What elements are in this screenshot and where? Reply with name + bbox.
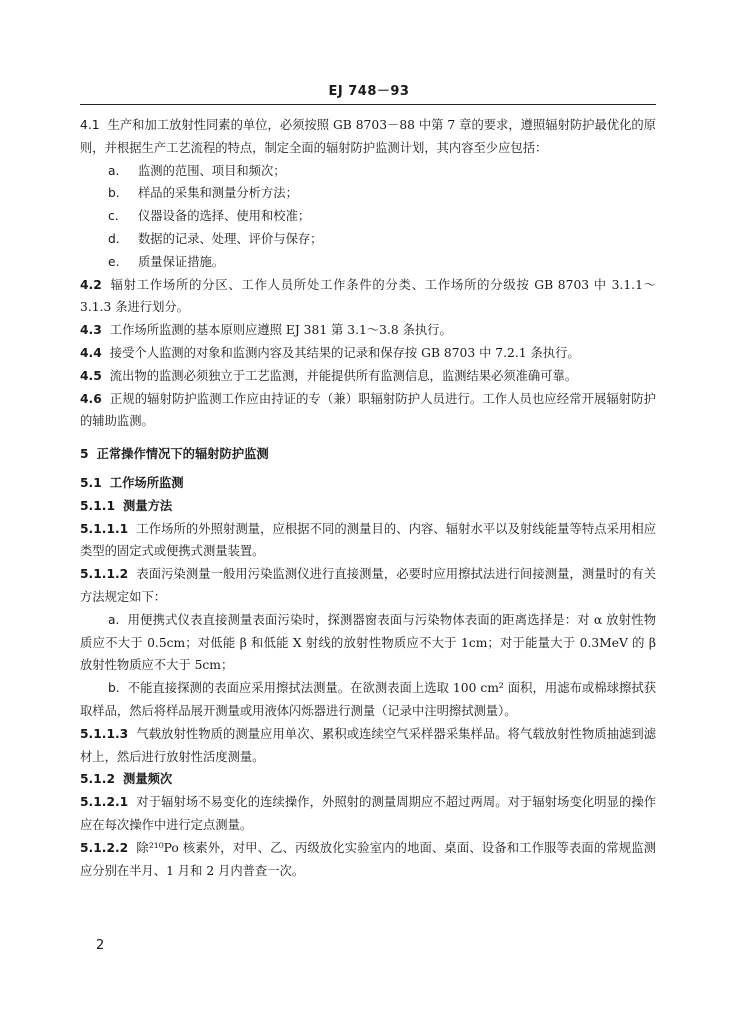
clause-number: 4.3	[80, 323, 102, 338]
clause-4-4	[80, 342, 656, 365]
list-text: 质量保证措施。	[138, 254, 225, 269]
clause-5-1-1-3	[80, 723, 656, 769]
clause-text: 接受个人监测的对象和监测内容及其结果的记录和保存按 GB 8703 中 7.2.1 条执行。	[109, 345, 580, 360]
section-5-heading	[80, 443, 656, 466]
list-marker: a.	[108, 163, 120, 178]
list-marker: e.	[108, 254, 120, 269]
section-title: 正常操作情况下的辐射防护监测	[96, 447, 269, 462]
list-text: 监测的范围、项目和频次；	[138, 163, 286, 178]
section-5-1-2-heading	[80, 768, 656, 791]
clause-text: 生产和加工放射性同素的单位，必须按照 GB 8703－88 中第 7 章的要求，遵照辐射防护最优化的原则，并根据生产工艺流程的特点，制定全面的辐射防护监测计划，其内容至少应包括：	[80, 118, 656, 155]
section-number: 5.1.2	[80, 772, 116, 787]
document-code-header: EJ 748－93	[328, 84, 410, 99]
list-item	[80, 251, 656, 274]
section-5-1-heading	[80, 472, 656, 495]
clause-text: 气载放射性物质的测量应用单次、累积或连续空气采样器采集样品。将气载放射性物质抽滤到滤材上，然后进行放射性活度测量。	[80, 726, 656, 764]
clause-4-1	[80, 114, 656, 160]
clause-text: 辐射工作场所的分区、工作人员所处工作条件的分类、工作场所的分级按 GB 8703 中 3.1.1～3.1.3 条进行划分。	[80, 277, 656, 315]
list-text: 不能直接探测的表面应采用擦拭法测量。在欲测表面上选取 100 cm² 面积，用滤布或棉球擦拭获取样品，然后将样品展开测量或用液体闪烁器进行测量（记录中注明擦拭测量）。	[80, 681, 656, 718]
clause-number: 5.1.1.2	[80, 567, 129, 582]
list-marker: d.	[108, 231, 120, 246]
clause-number: 5.1.2.1	[80, 795, 129, 810]
clause-4-2	[80, 274, 656, 320]
clause-text: 正规的辐射防护监测工作应由持证的专（兼）职辐射防护人员进行。工作人员也应经常开展辐射防护的辅助监测。	[80, 391, 656, 429]
list-item	[80, 205, 656, 228]
list-marker: b.	[108, 186, 120, 201]
list-text: 仪器设备的选择、使用和校准；	[138, 209, 311, 224]
list-item	[80, 182, 656, 205]
clause-number: 5.1.1.3	[80, 726, 129, 741]
clause-number: 4.2	[80, 277, 102, 292]
clause-5-1-2-2	[80, 837, 656, 883]
clause-5-1-1-2	[80, 563, 656, 609]
list-item	[80, 228, 656, 251]
clause-4-5	[80, 365, 656, 388]
clause-number: 5.1.1.1	[80, 521, 129, 536]
list-item	[80, 160, 656, 183]
clause-text: 除²¹⁰Po 核素外，对甲、乙、丙级放化实验室内的地面、桌面、设备和工作服等表面的常规监测应分别在半月、1 月和 2 月内普查一次。	[80, 840, 656, 878]
section-title: 测量方法	[123, 498, 173, 513]
clause-number: 4.5	[80, 368, 102, 383]
section-5-1-1-heading	[80, 495, 656, 518]
section-title: 测量频次	[123, 772, 173, 787]
clause-text: 流出物的监测必须独立于工艺监测，并能提供所有监测信息，监测结果必须准确可靠。	[109, 368, 578, 383]
section-title: 工作场所监测	[109, 475, 184, 490]
section-number: 5.1	[80, 475, 102, 490]
section-number: 5.1.1	[80, 498, 116, 513]
list-item	[80, 677, 656, 723]
list-marker: a.	[108, 612, 120, 627]
clause-text: 工作场所的外照射测量，应根据不同的测量目的、内容、辐射水平以及射线能量等特点采用相应类型的固定式或便携式测量装置。	[80, 521, 656, 559]
clause-text: 表面污染测量一般用污染监测仪进行直接测量，必要时应用擦拭法进行间接测量，测量时的有关方法规定如下：	[80, 567, 656, 604]
clause-number: 5.1.2.2	[80, 840, 129, 855]
document-body	[80, 114, 656, 882]
section-number: 5	[80, 447, 89, 462]
clause-4-3	[80, 319, 656, 342]
list-item	[80, 609, 656, 677]
list-text: 数据的记录、处理、评价与保存；	[138, 231, 323, 246]
clause-5-1-2-1	[80, 791, 656, 837]
clause-text: 工作场所监测的基本原则应遵照 EJ 381 第 3.1～3.8 条执行。	[109, 323, 452, 338]
clause-text: 对于辐射场不易变化的连续操作，外照射的测量周期应不超过两周。对于辐射场变化明显的操作应在每次操作中进行定点测量。	[80, 795, 656, 832]
list-marker: b.	[108, 681, 120, 696]
list-text: 用便携式仪表直接测量表面污染时，探测器窗表面与污染物体表面的距离选择是：对 α 放射性物质应不大于 0.5cm；对低能 β 和低能 X 射线的放射性物质应不大于 1cm；对于能量大于 0.3MeV 的 β 放射性物质应不大于 5cm；	[80, 612, 656, 673]
list-text: 样品的采集和测量分析方法；	[138, 186, 298, 201]
clause-number: 4.1	[80, 118, 100, 132]
list-marker: c.	[108, 209, 119, 224]
clause-number: 4.6	[80, 391, 102, 406]
clause-5-1-1-1	[80, 518, 656, 564]
header-rule	[80, 104, 656, 105]
clause-number: 4.4	[80, 345, 102, 360]
clause-4-6	[80, 388, 656, 434]
page-number: 2	[96, 938, 105, 953]
